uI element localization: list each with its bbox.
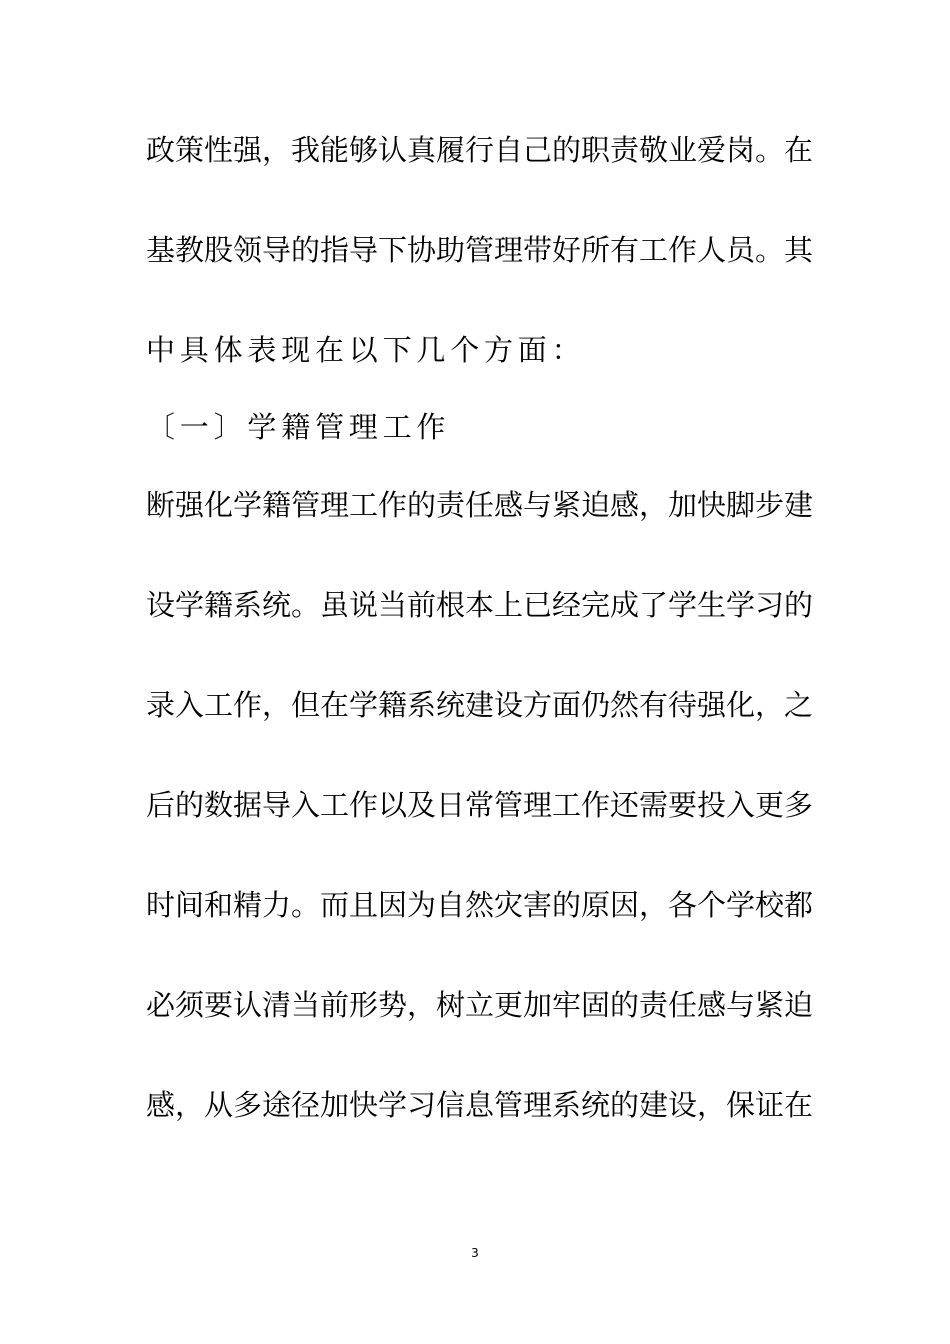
text-line-3: 中具体表现在以下几个方面： [146,333,586,367]
text-line-10: 必须要认清当前形势，树立更加牢固的责任感与紧迫 [146,988,814,1022]
text-line-7: 录入工作，但在学籍系统建设方面仍然有待强化，之 [146,688,814,722]
section-heading: 〔一〕学籍管理工作 [146,410,451,444]
page-number: 3 [471,1246,479,1260]
text-line-6: 设学籍系统。虽说当前根本上已经完成了学生学习的 [146,588,814,622]
text-line-2: 基教股领导的指导下协助管理带好所有工作人员。其 [146,233,814,267]
text-line-9: 时间和精力。而且因为自然灾害的原因，各个学校都 [146,888,814,922]
text-line-8: 后的数据导入工作以及日常管理工作还需要投入更多 [146,788,814,822]
text-line-1: 政策性强，我能够认真履行自己的职责敬业爱岗。在 [146,133,814,167]
text-line-5: 断强化学籍管理工作的责任感与紧迫感，加快脚步建 [146,488,814,522]
text-line-11: 感，从多途径加快学习信息管理系统的建设，保证在 [146,1088,814,1122]
